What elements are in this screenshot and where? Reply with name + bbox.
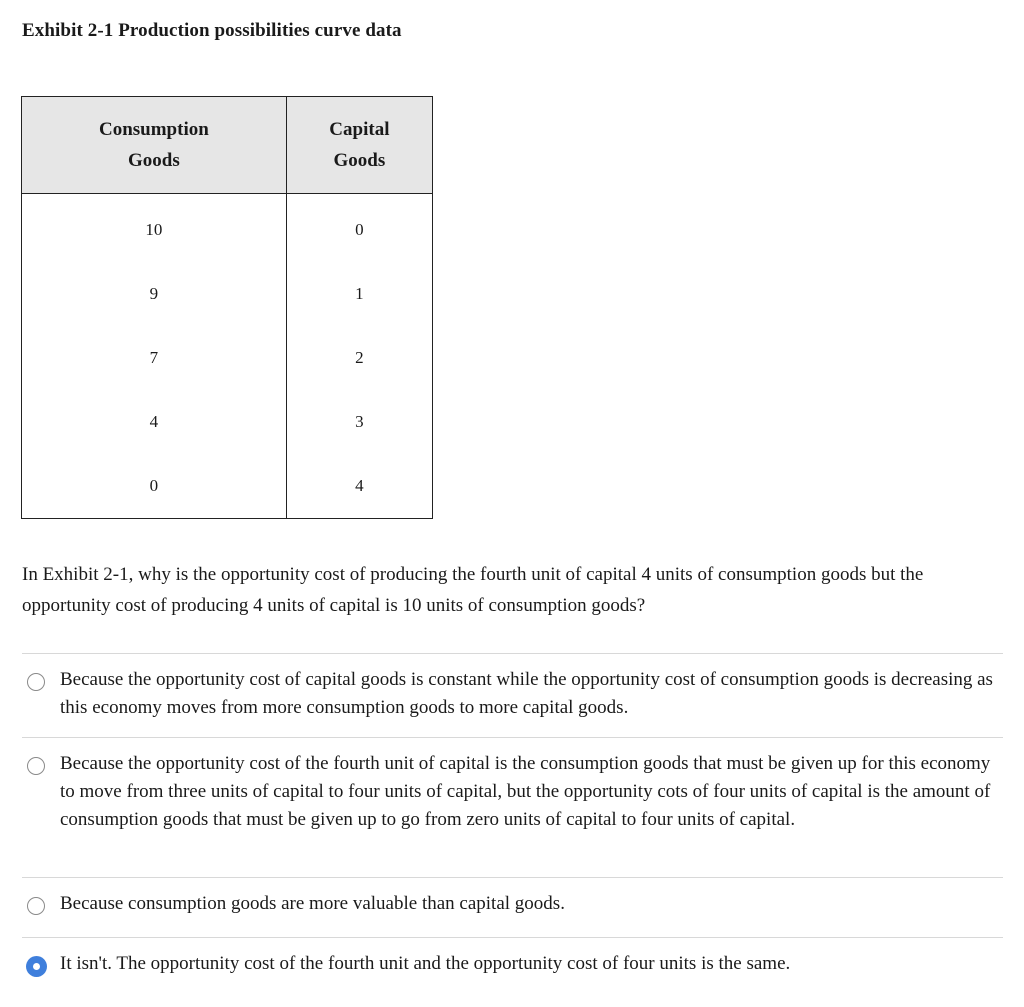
consumption-cell: 4 [22, 390, 287, 454]
consumption-cell: 9 [22, 262, 287, 326]
answer-option-2[interactable] [22, 737, 1003, 877]
consumption-cell: 0 [22, 454, 287, 519]
column-header-line: Capital [329, 119, 390, 140]
capital-cell: 0 [286, 194, 432, 263]
consumption-cell: 10 [22, 194, 287, 263]
question-text: In Exhibit 2-1, why is the opportunity cost of producing the fourth unit of capital 4 units of consumption goods but the opportunity cost of producing 4 units of capital is 10 units of consumption goods? [22, 564, 924, 616]
answer-option-text: Because the opportunity cost of capital goods is constant while the opportunity cost of consumption goods is decreasing as this economy moves from more consumption goods to more capital goods. [60, 669, 993, 718]
column-header-consumption [22, 97, 287, 194]
capital-cell: 2 [286, 326, 432, 390]
answer-options [22, 653, 1003, 997]
capital-cell: 3 [286, 390, 432, 454]
radio-button-icon[interactable] [27, 897, 45, 915]
table-row [22, 390, 433, 454]
answer-option-text: Because the opportunity cost of the fourth unit of capital is the consumption goods that must be given up for this economy to move from three units of capital to four units of capital, but the opportunity cots of four units of capital is the amount of consumption goods that must be given up to go from zero units of capital to four units of capital. [60, 753, 991, 830]
answer-option-text: It isn't. The opportunity cost of the fourth unit and the opportunity cost of four units is the same. [60, 953, 791, 974]
consumption-cell: 7 [22, 326, 287, 390]
table-row [22, 194, 433, 263]
radio-button-icon[interactable] [27, 757, 45, 775]
column-header-line: Goods [128, 150, 180, 171]
table-row [22, 454, 433, 519]
answer-option-3[interactable] [22, 877, 1003, 937]
production-possibilities-table [21, 96, 433, 519]
answer-option-text: Because consumption goods are more valuable than capital goods. [60, 893, 565, 914]
exhibit-title: Exhibit 2-1 Production possibilities curve data [22, 20, 402, 41]
table-row [22, 326, 433, 390]
column-header-capital [286, 97, 432, 194]
capital-cell: 4 [286, 454, 432, 519]
column-header-line: Consumption [98, 119, 209, 140]
capital-cell: 1 [286, 262, 432, 326]
radio-button-icon[interactable] [27, 673, 45, 691]
answer-option-1[interactable] [22, 653, 1003, 737]
table-header-row [22, 97, 433, 194]
answer-option-4[interactable] [22, 937, 1003, 997]
column-header-line: Goods [333, 150, 386, 171]
table-row [22, 262, 433, 326]
radio-button-selected-icon[interactable] [26, 956, 47, 977]
